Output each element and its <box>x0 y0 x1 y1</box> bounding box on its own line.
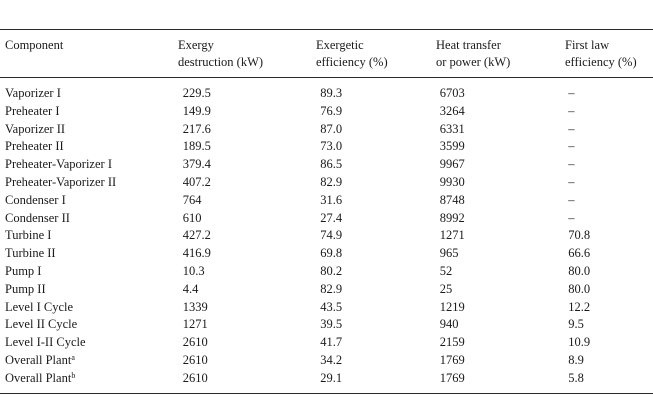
cell-heat-transfer-text: 965 <box>439 246 459 261</box>
cell-component <box>0 281 183 299</box>
cell-first-law-efficiency <box>568 245 653 263</box>
cell-first-law-efficiency <box>568 281 653 299</box>
cell-exergetic-efficiency <box>320 245 440 263</box>
cell-exergy-destruction-text: 427.2 <box>182 228 211 243</box>
cell-first-law-efficiency <box>568 121 653 139</box>
cell-component-text: Overall Plant <box>5 352 72 367</box>
cell-heat-transfer-text: 25 <box>439 281 453 296</box>
cell-exergetic-efficiency <box>320 85 440 103</box>
cell-exergetic-efficiency <box>320 103 440 121</box>
footnote-marker: b <box>71 370 76 380</box>
cell-component <box>0 210 183 228</box>
cell-first-law-efficiency <box>568 174 653 192</box>
cell-first-law-efficiency <box>568 192 653 210</box>
cell-component-text: Pump I <box>5 263 42 278</box>
cell-exergetic-efficiency <box>320 352 440 370</box>
cell-exergy-destruction <box>183 103 321 121</box>
cell-first-law-efficiency-text: 80.0 <box>568 263 591 278</box>
cell-heat-transfer <box>440 245 569 263</box>
cell-component <box>0 121 183 139</box>
cell-first-law-efficiency-text: – <box>568 139 575 154</box>
cell-exergy-destruction <box>183 245 321 263</box>
cell-exergetic-efficiency-text: 86.5 <box>320 157 343 172</box>
cell-exergy-destruction <box>183 281 321 299</box>
cell-first-law-efficiency-text: – <box>568 174 575 189</box>
cell-first-law-efficiency-text: 70.8 <box>568 228 591 243</box>
cell-component-text: Pump II <box>5 281 46 296</box>
cell-heat-transfer-text: 1271 <box>439 228 465 243</box>
cell-component-text: Preheater-Vaporizer II <box>5 174 117 189</box>
cell-exergetic-efficiency <box>320 263 440 281</box>
cell-first-law-efficiency <box>568 263 653 281</box>
cell-first-law-efficiency-text: 66.6 <box>568 246 591 261</box>
cell-exergetic-efficiency-text: 39.5 <box>320 317 343 332</box>
cell-first-law-efficiency <box>568 370 653 388</box>
cell-component <box>0 263 183 281</box>
cell-heat-transfer-text: 2159 <box>439 335 465 350</box>
cell-exergy-destruction-text: 1271 <box>182 317 208 332</box>
cell-component <box>0 85 183 103</box>
table-row <box>0 299 653 317</box>
cell-first-law-efficiency <box>568 334 653 352</box>
cell-exergetic-efficiency-text: 69.8 <box>320 246 343 261</box>
cell-component-text: Turbine II <box>5 246 56 261</box>
cell-exergy-destruction <box>183 299 321 317</box>
cell-heat-transfer <box>440 352 569 370</box>
cell-component-text: Preheater II <box>5 139 64 154</box>
table-row <box>0 174 653 192</box>
cell-component-text: Overall Plant <box>5 370 72 385</box>
cell-component <box>0 156 183 174</box>
table-row <box>0 138 653 156</box>
header-exergy-destruction: Exergy destruction (kW) <box>178 38 264 69</box>
cell-heat-transfer-text: 3599 <box>439 139 465 154</box>
cell-exergetic-efficiency <box>320 370 440 388</box>
cell-heat-transfer <box>440 192 569 210</box>
table-row <box>0 156 653 174</box>
cell-exergetic-efficiency <box>320 334 440 352</box>
cell-exergetic-efficiency <box>320 299 440 317</box>
cell-exergetic-efficiency-text: 41.7 <box>320 335 343 350</box>
cell-exergetic-efficiency <box>320 156 440 174</box>
cell-component-text: Turbine I <box>5 228 52 243</box>
cell-exergetic-efficiency <box>320 281 440 299</box>
cell-first-law-efficiency <box>568 138 653 156</box>
cell-exergy-destruction <box>183 138 321 156</box>
cell-component <box>0 334 183 352</box>
table-row <box>0 192 653 210</box>
cell-heat-transfer <box>440 334 569 352</box>
cell-heat-transfer <box>440 156 569 174</box>
cell-component-text: Preheater-Vaporizer I <box>5 157 112 172</box>
table-row <box>0 316 653 334</box>
cell-first-law-efficiency-text: – <box>568 103 575 118</box>
cell-exergy-destruction <box>183 192 321 210</box>
cell-exergetic-efficiency <box>320 138 440 156</box>
table-row <box>0 103 653 121</box>
cell-component-text: Level I-II Cycle <box>5 335 86 350</box>
cell-component <box>0 299 183 317</box>
cell-first-law-efficiency <box>568 316 653 334</box>
cell-first-law-efficiency-text: – <box>568 157 575 172</box>
cell-exergetic-efficiency-text: 31.6 <box>320 192 343 207</box>
cell-exergy-destruction-text: 2610 <box>182 335 208 350</box>
cell-first-law-efficiency-text: – <box>568 86 575 100</box>
cell-exergy-destruction-text: 4.4 <box>182 281 199 296</box>
cell-exergy-destruction <box>183 210 321 228</box>
cell-component-text: Preheater I <box>5 103 60 118</box>
cell-exergy-destruction-text: 379.4 <box>182 157 211 172</box>
cell-exergy-destruction-text: 416.9 <box>182 246 211 261</box>
table-header-rule <box>0 77 653 78</box>
cell-first-law-efficiency <box>568 227 653 245</box>
table-row <box>0 370 653 388</box>
cell-exergetic-efficiency-text: 74.9 <box>320 228 343 243</box>
table-row <box>0 227 653 245</box>
table-row <box>0 352 653 370</box>
cell-exergy-destruction <box>183 156 321 174</box>
cell-exergetic-efficiency <box>320 210 440 228</box>
cell-exergetic-efficiency-text: 27.4 <box>320 210 343 225</box>
cell-component-text: Vaporizer II <box>5 121 66 136</box>
cell-exergetic-efficiency <box>320 316 440 334</box>
cell-exergy-destruction-text: 2610 <box>182 352 208 367</box>
cell-component-text: Vaporizer I <box>5 86 61 100</box>
cell-exergy-destruction-text: 2610 <box>182 370 208 385</box>
cell-first-law-efficiency-text: – <box>568 210 575 225</box>
cell-exergetic-efficiency <box>320 174 440 192</box>
cell-exergy-destruction <box>183 174 321 192</box>
cell-exergetic-efficiency <box>320 227 440 245</box>
cell-heat-transfer-text: 6331 <box>439 121 465 136</box>
table-row <box>0 281 653 299</box>
cell-heat-transfer <box>440 121 569 139</box>
cell-first-law-efficiency <box>568 352 653 370</box>
cell-heat-transfer <box>440 299 569 317</box>
cell-component <box>0 192 183 210</box>
cell-exergy-destruction <box>183 352 321 370</box>
header-first-law-efficiency: First law efficiency (%) <box>565 38 637 69</box>
cell-exergy-destruction-text: 1339 <box>182 299 208 314</box>
cell-exergy-destruction <box>183 121 321 139</box>
cell-heat-transfer <box>440 103 569 121</box>
table-bottom-rule <box>0 393 653 394</box>
header-exergetic-efficiency: Exergetic efficiency (%) <box>316 38 388 69</box>
cell-first-law-efficiency-text: – <box>568 121 575 136</box>
cell-exergy-destruction <box>183 85 321 103</box>
cell-exergetic-efficiency-text: 29.1 <box>320 370 343 385</box>
cell-first-law-efficiency-text: 12.2 <box>568 299 591 314</box>
cell-exergy-destruction-text: 407.2 <box>182 174 211 189</box>
cell-heat-transfer-text: 9967 <box>439 157 465 172</box>
cell-heat-transfer-text: 52 <box>439 263 453 278</box>
cell-component-text: Condenser II <box>5 210 70 225</box>
cell-exergy-destruction <box>183 370 321 388</box>
cell-exergy-destruction-text: 217.6 <box>182 121 211 136</box>
cell-exergetic-efficiency-text: 87.0 <box>320 121 343 136</box>
cell-first-law-efficiency <box>568 210 653 228</box>
cell-exergetic-efficiency-text: 80.2 <box>320 263 343 278</box>
cell-exergetic-efficiency-text: 82.9 <box>320 174 343 189</box>
footnote-marker: a <box>71 352 75 362</box>
cell-component-text: Level II Cycle <box>5 317 78 332</box>
cell-heat-transfer-text: 8992 <box>439 210 465 225</box>
header-component: Component <box>5 38 64 52</box>
cell-exergy-destruction <box>183 227 321 245</box>
cell-first-law-efficiency <box>568 156 653 174</box>
cell-component-text: Level I Cycle <box>5 299 74 314</box>
cell-heat-transfer-text: 940 <box>439 317 459 332</box>
cell-first-law-efficiency-text: 8.9 <box>568 352 584 367</box>
cell-exergetic-efficiency-text: 82.9 <box>320 281 343 296</box>
cell-first-law-efficiency-text: 5.8 <box>568 370 584 385</box>
cell-heat-transfer-text: 9930 <box>439 174 465 189</box>
cell-heat-transfer <box>440 210 569 228</box>
cell-component <box>0 138 183 156</box>
table-row <box>0 210 653 228</box>
cell-heat-transfer <box>440 263 569 281</box>
cell-heat-transfer-text: 3264 <box>439 103 465 118</box>
cell-exergy-destruction-text: 610 <box>182 210 202 225</box>
header-heat-transfer: Heat transfer or power (kW) <box>436 38 511 69</box>
cell-heat-transfer <box>440 85 569 103</box>
cell-exergy-destruction <box>183 334 321 352</box>
cell-component <box>0 316 183 334</box>
cell-first-law-efficiency <box>568 299 653 317</box>
cell-exergetic-efficiency-text: 43.5 <box>320 299 343 314</box>
cell-component <box>0 174 183 192</box>
cell-heat-transfer-text: 6703 <box>439 86 465 100</box>
cell-first-law-efficiency-text: 9.5 <box>568 317 584 332</box>
cell-heat-transfer-text: 1769 <box>439 370 465 385</box>
cell-first-law-efficiency-text: 80.0 <box>568 281 591 296</box>
cell-exergetic-efficiency-text: 76.9 <box>320 103 343 118</box>
cell-exergy-destruction-text: 764 <box>182 192 202 207</box>
cell-exergetic-efficiency <box>320 192 440 210</box>
cell-component <box>0 370 183 388</box>
cell-heat-transfer-text: 1219 <box>439 299 465 314</box>
cell-component <box>0 352 183 370</box>
cell-heat-transfer <box>440 281 569 299</box>
cell-heat-transfer <box>440 174 569 192</box>
cell-exergetic-efficiency-text: 34.2 <box>320 352 343 367</box>
cell-component <box>0 245 183 263</box>
cell-component <box>0 103 183 121</box>
cell-first-law-efficiency-text: 10.9 <box>568 335 591 350</box>
table-top-rule <box>0 29 653 30</box>
cell-exergy-destruction-text: 189.5 <box>182 139 211 154</box>
table-row <box>0 121 653 139</box>
cell-heat-transfer <box>440 227 569 245</box>
cell-heat-transfer <box>440 316 569 334</box>
cell-component <box>0 227 183 245</box>
cell-exergetic-efficiency <box>320 121 440 139</box>
cell-heat-transfer <box>440 370 569 388</box>
cell-exergy-destruction-text: 10.3 <box>182 263 205 278</box>
table-row <box>0 263 653 281</box>
table-row <box>0 85 653 103</box>
cell-first-law-efficiency-text: – <box>568 192 575 207</box>
table-row <box>0 245 653 263</box>
cell-first-law-efficiency <box>568 85 653 103</box>
cell-exergy-destruction <box>183 263 321 281</box>
cell-exergy-destruction <box>183 316 321 334</box>
data-table <box>0 85 653 388</box>
cell-exergy-destruction-text: 229.5 <box>182 86 211 100</box>
table-row <box>0 334 653 352</box>
cell-heat-transfer-text: 1769 <box>439 352 465 367</box>
cell-exergy-destruction-text: 149.9 <box>182 103 211 118</box>
cell-first-law-efficiency <box>568 103 653 121</box>
cell-component-text: Condenser I <box>5 192 66 207</box>
cell-heat-transfer <box>440 138 569 156</box>
table-body <box>0 85 653 388</box>
cell-heat-transfer-text: 8748 <box>439 192 465 207</box>
cell-exergetic-efficiency-text: 73.0 <box>320 139 343 154</box>
cell-exergetic-efficiency-text: 89.3 <box>320 86 343 100</box>
